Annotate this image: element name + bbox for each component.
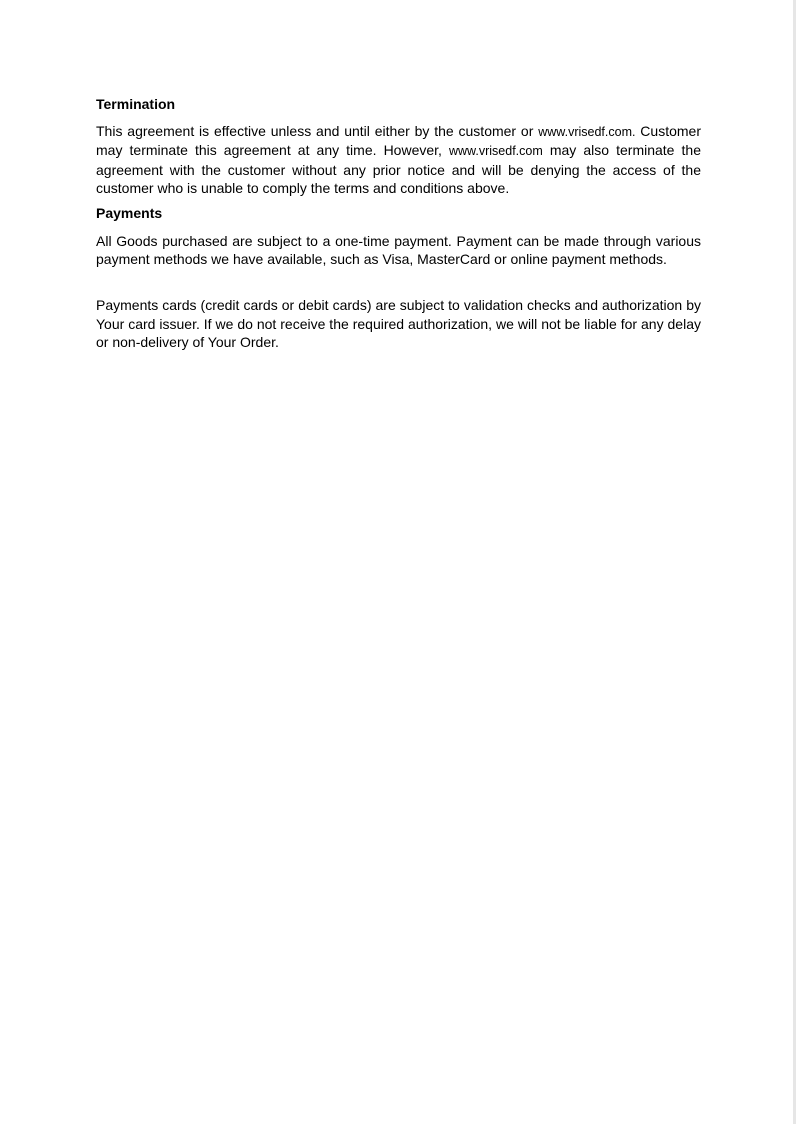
termination-url-1: www.vrisedf.com.: [538, 125, 636, 139]
payments-paragraph-1: All Goods purchased are subject to a one-time payment. Payment can be made through various payment methods we have available, such as Visa, MasterCard or online payment methods.: [96, 232, 701, 268]
termination-paragraph: [96, 122, 701, 198]
termination-url-2: www.vrisedf.com: [449, 144, 543, 159]
payments-paragraph-2: Payments cards (credit cards or debit cards) are subject to validation checks and authorization by Your card issuer. If we do not receive the required authorization, we will not be liable for any delay or non-delivery of Your Order.: [96, 297, 701, 351]
payments-heading: Payments: [96, 204, 163, 221]
termination-heading: Termination: [96, 96, 176, 112]
termination-text-3: may also terminate the agreement with the customer without any prior notice and will be denying the access of the customer who is unable to comply the terms and conditions above.: [96, 142, 701, 197]
termination-text-2: Customer may terminate this agreement at any time. However,: [96, 123, 701, 159]
termination-text-1: This agreement is effective unless and until either by the customer or: [96, 123, 539, 139]
document-content: [96, 96, 701, 352]
